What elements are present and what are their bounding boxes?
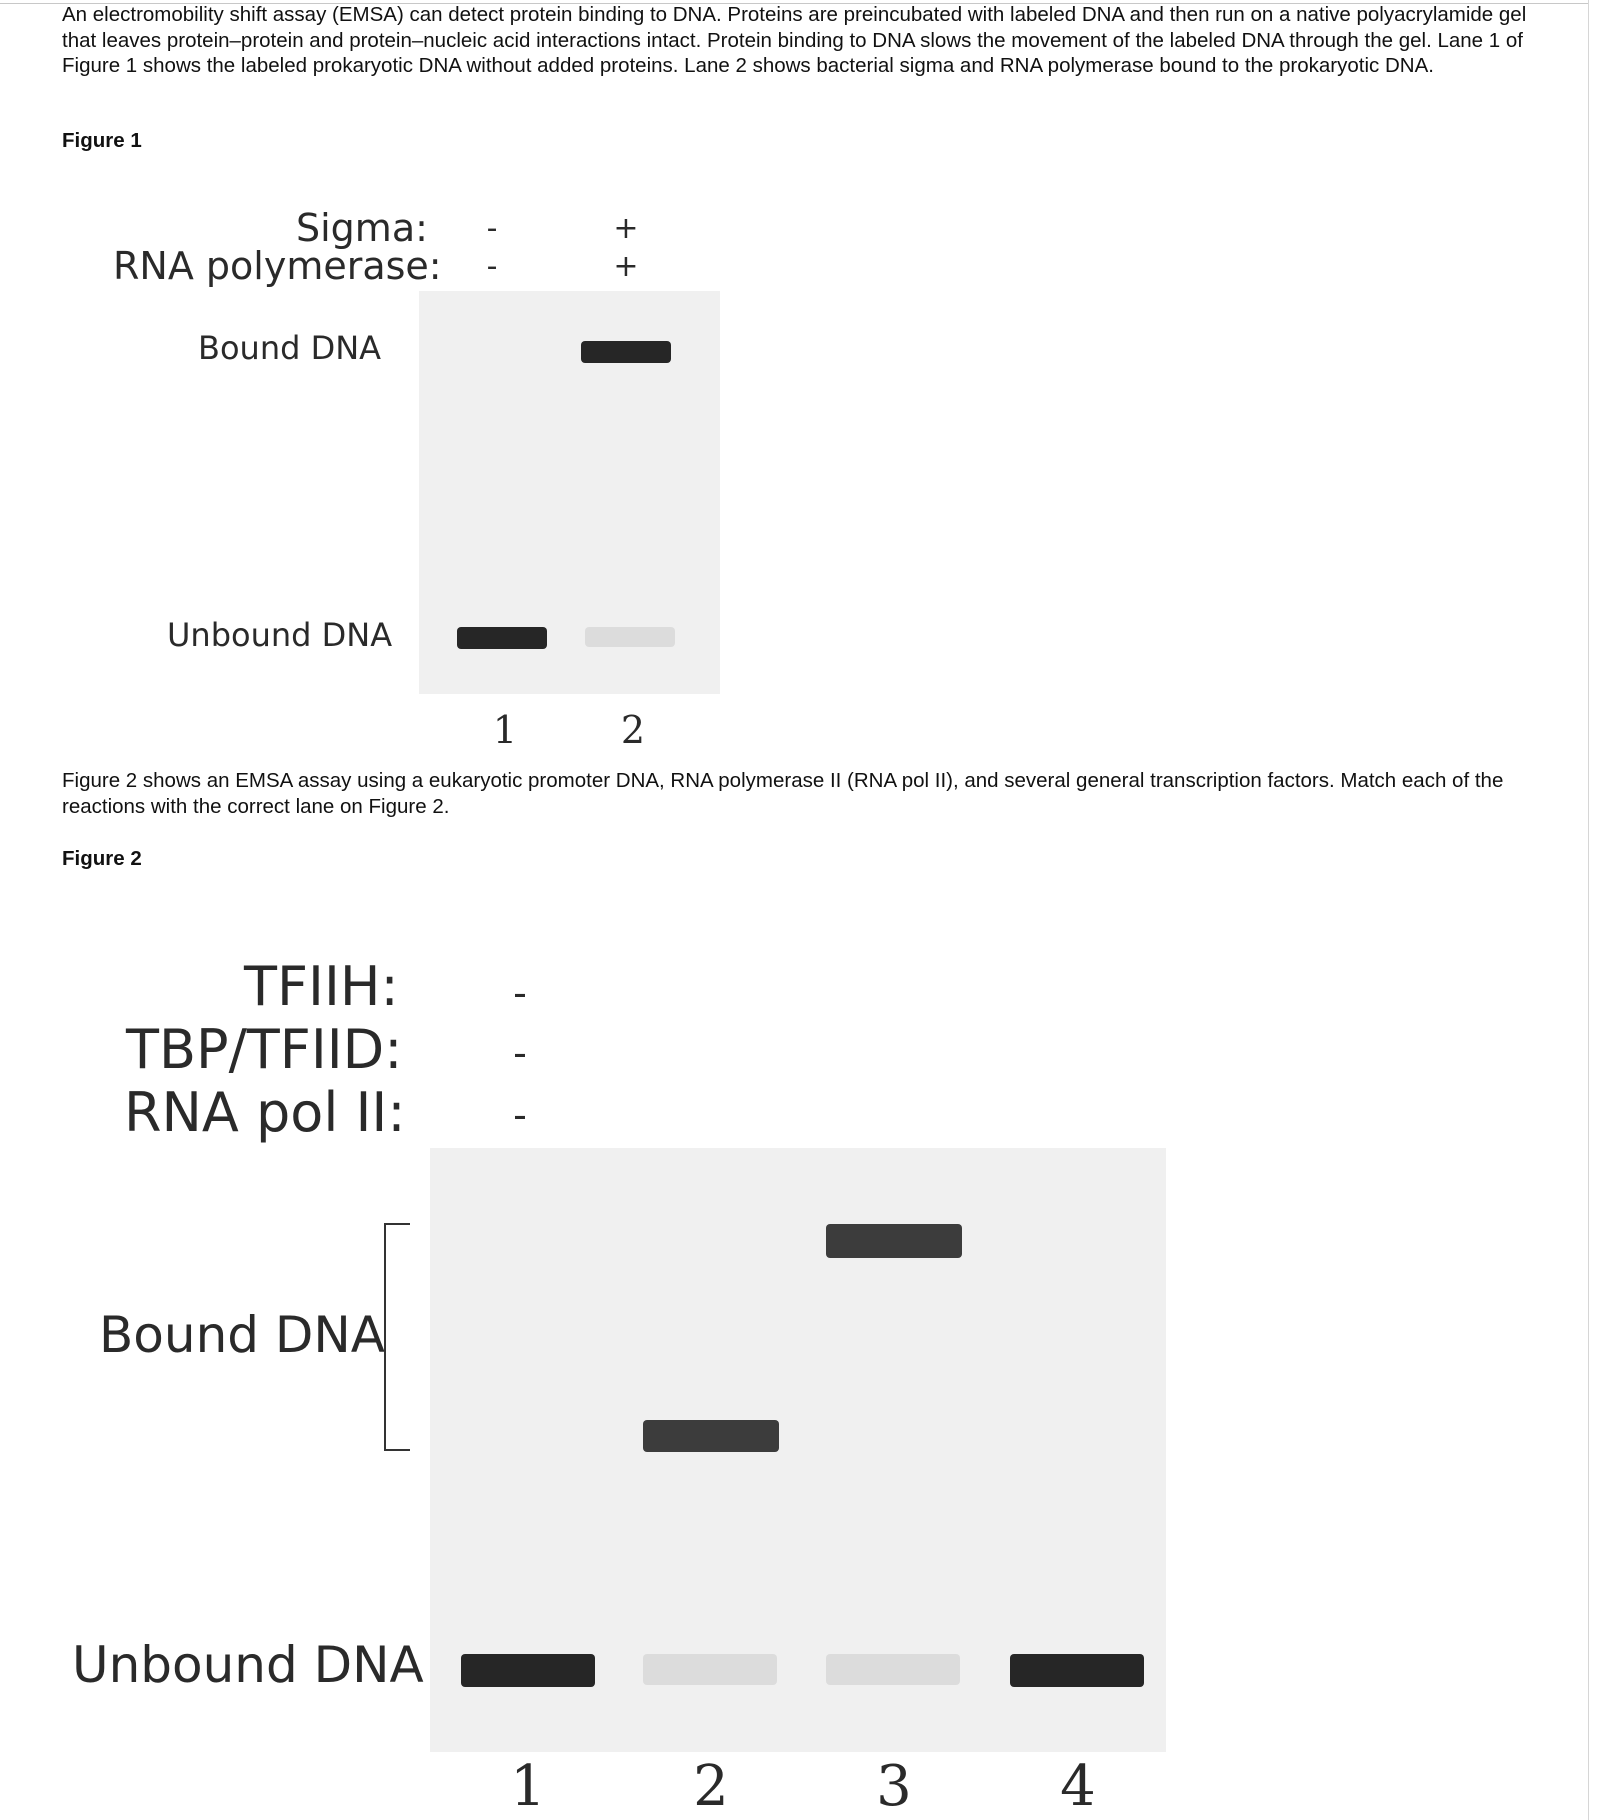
figure-1-gel xyxy=(419,291,720,694)
figure-2-lane-4-unbound-band xyxy=(1010,1654,1144,1687)
figure-1-row-label-sigma: Sigma: xyxy=(296,206,428,250)
figure-2-lane-number-4: 4 xyxy=(1060,1754,1096,1819)
figure-2-gel xyxy=(430,1148,1166,1752)
figure-1-unbound-dna-label: Unbound DNA xyxy=(167,616,393,654)
figure-2-unbound-dna-label: Unbound DNA xyxy=(72,1636,424,1694)
figure-1-lane-2-polymerase-sign: + xyxy=(613,249,639,284)
figure-2-lane-3-unbound-band xyxy=(826,1654,960,1685)
intro-paragraph: An electromobility shift assay (EMSA) can detect protein binding to DNA. Proteins are preincubated with labeled DNA and then run on a native polyacrylamide gel that leaves protein–protein and protein–nucleic acid interactions intact. Protein binding to DNA slows the movement of the labeled DNA through the gel. Lane 1 of Figure 1 shows the labeled prokaryotic DNA without added proteins. Lane 2 shows bacterial sigma and RNA polymerase bound to the prokaryotic DNA. xyxy=(62,3,1527,77)
vertical-scrollbar[interactable] xyxy=(1589,0,1610,1820)
figure-1-lane-number-2: 2 xyxy=(620,708,646,752)
figure-1-caption: Figure 1 xyxy=(62,129,142,152)
figure-2-lane-1-tbp-sign: - xyxy=(513,1031,527,1075)
figure-1-lane-number-1: 1 xyxy=(492,708,518,752)
figure-1-lane-1-polymerase-sign: - xyxy=(486,249,498,284)
figure-2-lane-1-rna-pol-ii-sign: - xyxy=(513,1093,527,1137)
figure-2-row-label-rna-pol-ii: RNA pol II: xyxy=(124,1081,406,1144)
figure-2-bound-bracket xyxy=(384,1223,410,1451)
figure-1-bound-dna-label: Bound DNA xyxy=(198,329,382,367)
figure-2-lane-1-tfiih-sign: - xyxy=(513,971,527,1015)
figure-1-lane-1-unbound-band xyxy=(457,627,547,649)
figure-1-lane-1-sigma-sign: - xyxy=(486,211,498,246)
figure-2-lane-1-unbound-band xyxy=(461,1654,595,1687)
figure-1-lane-2-sigma-sign: + xyxy=(613,211,639,246)
figure-2-row-label-tbp-tfiid: TBP/TFIID: xyxy=(126,1018,403,1081)
figure-2-bound-dna-label: Bound DNA xyxy=(99,1306,386,1364)
figure-2-lane-number-3: 3 xyxy=(876,1754,912,1819)
figure-2-lane-number-2: 2 xyxy=(693,1754,729,1819)
figure-1-lane-2-unbound-band xyxy=(585,627,675,647)
figure-2-caption: Figure 2 xyxy=(62,847,142,870)
figure-2-lane-3-bound-band xyxy=(826,1224,962,1258)
figure-1-lane-2-bound-band xyxy=(581,341,671,363)
figure-2-lane-2-unbound-band xyxy=(643,1654,777,1685)
figure-2-lane-number-1: 1 xyxy=(510,1754,546,1819)
figure-2-lane-2-bound-band xyxy=(643,1420,779,1452)
figure-1-row-label-rna-polymerase: RNA polymerase: xyxy=(113,244,442,288)
figure-2-intro-paragraph: Figure 2 shows an EMSA assay using a eukaryotic promoter DNA, RNA polymerase II (RNA pol II), and several general transcription factors. Match each of the reactions with the correct lane on Figure 2. xyxy=(62,769,1504,818)
figure-2-row-label-tfiih: TFIIH: xyxy=(244,955,399,1018)
